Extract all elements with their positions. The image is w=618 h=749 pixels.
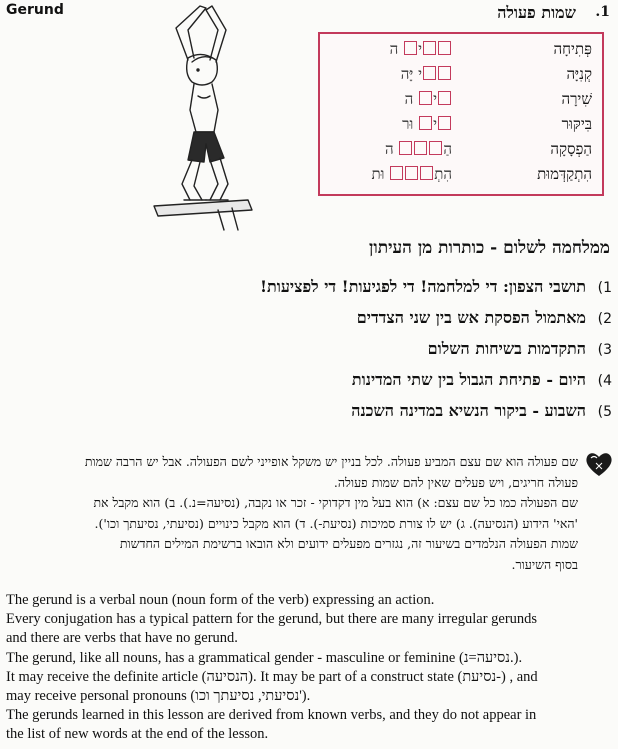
pattern-row [320,140,602,162]
root-slot-box [420,166,433,180]
pattern-template: י ה [334,40,452,59]
gerund-pattern-table [318,32,604,196]
hebrew-line: 'האי' הידוע (הנסיעה). ג) יש לו צורת סמיכות (נסיעת-). ד) הוא מקבל כינויים (נסיעתי, נסיעתך וכו'). [94,515,578,531]
section-label: Gerund [6,2,64,18]
headline-item [8,339,618,363]
hebrew-explanation [8,452,578,575]
english-line: The gerund is a verbal noun (noun form of the verb) expressing an action. [6,592,435,608]
pattern-suffix: יָּה [400,65,419,83]
english-line: Every conjugation has a typical pattern for the gerund, but there are many irregular gerunds [6,611,538,628]
hebrew-line: שמות הפעולה הנלמדים בשיעור זה, נגזרים מפעלים ידועים ולא הובאו ברשימת המילים החדשות [119,536,578,551]
english-line: the list of new words at the end of the lesson. [6,726,269,743]
root-slot-box [419,116,432,130]
english-line: and there are verbs that have no gerund. [6,630,238,647]
root-slot-box [438,116,451,130]
headline-text: היום - פתיחת הגבול בין שתי המדינות [351,370,586,389]
gerund-word: בִּיקּוּר [561,115,592,133]
root-slot-box [429,141,442,155]
headline-number: 2) [597,311,612,327]
root-slot-box [438,41,451,55]
gerund-word: קְנִיָּה [566,65,592,83]
pattern-template: י וּר [334,115,452,134]
headline-number: 4) [597,373,612,389]
pattern-template: י ה [334,90,452,109]
hebrew-line: שם הפעולה כמו כל שם עצם: א) הוא בעל מין דקדוקי - זכר או נקבה, (נסיעה=נ.). ב) הוא מקבל את [93,495,578,510]
pattern-prefix: הַ [443,140,452,158]
headline-number: 1) [597,280,612,296]
gerund-word: הִתְקַדְּמוּת [537,165,592,183]
english-line: The gerunds learned in this lesson are derived from known verbs, and they do not appear in [6,707,537,724]
pattern-suffix: ה [404,90,419,108]
root-slot-box [423,41,436,55]
gerund-word: שִׁירָה [561,90,592,108]
section-number: 1. [595,4,610,20]
english-line: may receive personal pronouns (נסיעתי, נסיעתך וכו'). [6,688,311,705]
pattern-row [320,165,602,187]
headline-text: מאתמול הפסקת אש בין שני הצדדים [356,308,586,327]
root-slot-box [399,141,412,155]
root-slot-box [404,41,417,55]
pattern-row [320,65,602,87]
headline-item [8,370,618,394]
hebrew-line: בסוף השיעור. [511,556,578,572]
pattern-suffix: ה [384,140,399,158]
english-line: It may receive the definite article (הנסיעה). It may be part of a construct state (נסיעת-) , and [6,668,538,685]
pattern-template [334,140,452,159]
headline-item [8,401,618,425]
hebrew-line: פעולה חריגים, ויש פעלים שאין להם שמות פעולה. [333,474,578,490]
pattern-suffix: ה [389,40,404,58]
root-slot-box [419,91,432,105]
headline-item [8,308,618,332]
diver-illustration [148,0,256,232]
root-slot-box [405,166,418,180]
pattern-suffix: וּת [371,165,390,183]
pattern-template: י יָּה [334,65,452,84]
english-line: The gerund, like all nouns, has a grammatical gender - masculine or feminine (נסיעה=נ.). [6,649,523,666]
section-title: שמות פעולה [497,3,576,22]
root-slot-box [438,66,451,80]
pattern-template [334,165,452,184]
headline-text: תושבי הצפון: די למלחמה! די לפגיעות! די לפציעות! [259,277,586,296]
pattern-row [320,40,602,62]
headline-item [8,277,618,301]
pattern-row [320,90,602,112]
headline-number: 5) [597,404,612,420]
headlines-title: ממלחמה לשלום - כותרות מן העיתון [369,238,610,258]
hebrew-line: שם פעולה הוא שם עצם המביע פעולה. לכל בניין יש משקל אופייני לשם הפעולה. אבל יש הרבה שמות [84,454,578,469]
headline-text: התקדמות בשיחות השלום [427,339,586,358]
root-slot-box [423,66,436,80]
gerund-word: פְּתִיחָה [553,40,592,58]
pattern-suffix: וּר [402,115,419,133]
root-slot-box [414,141,427,155]
pattern-row [320,115,602,137]
heart-icon [584,449,614,479]
headline-number: 3) [597,342,612,358]
root-slot-box [438,91,451,105]
headline-text: השבוע - ביקור הנשיא במדינה השכנה [351,401,586,420]
english-explanation [6,591,612,745]
root-slot-box [390,166,403,180]
gerund-word: הַפְסָקָה [550,140,592,158]
pattern-prefix: הִתְ [434,165,452,183]
